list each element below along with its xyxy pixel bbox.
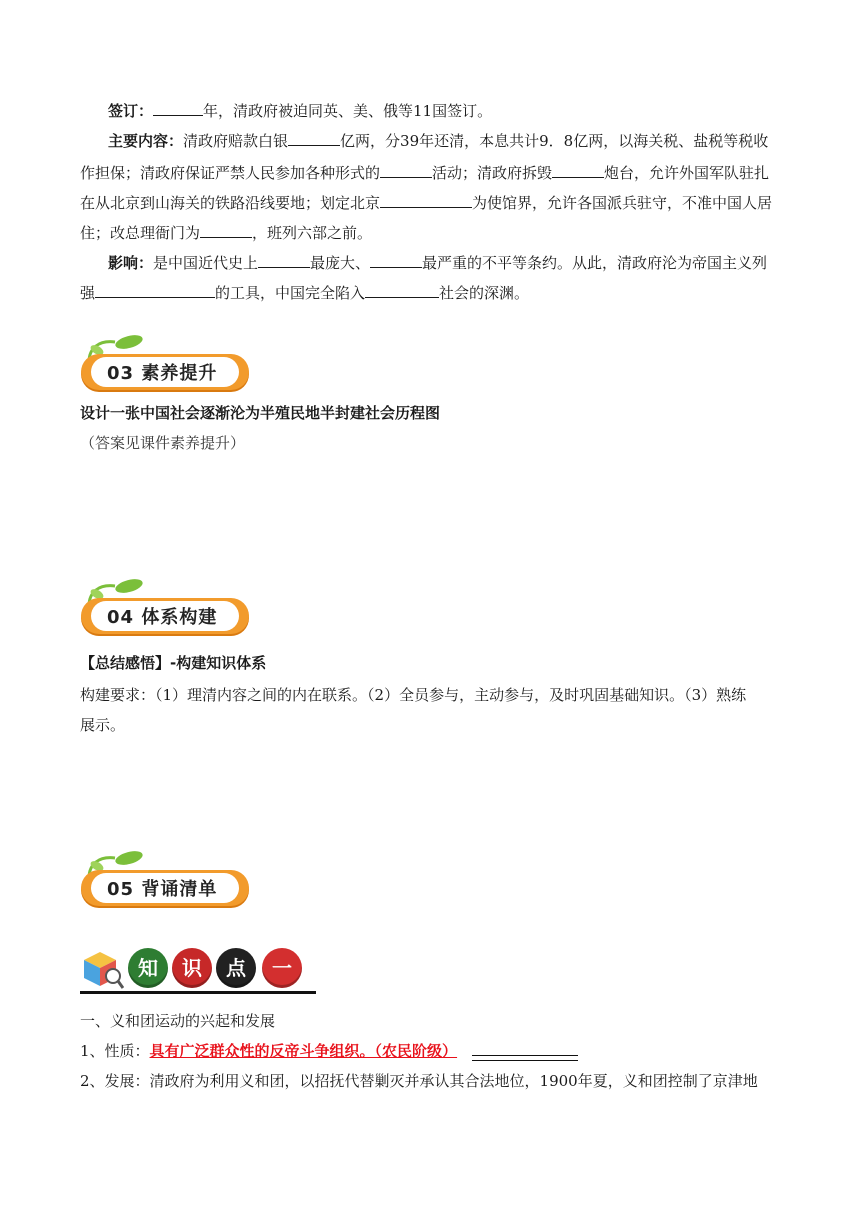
content-text: 活动；清政府拆毁 (432, 164, 553, 182)
section-banner-03 (75, 334, 255, 398)
s04-requirement-2: 展示。 (80, 716, 126, 734)
blank-tool[interactable] (95, 283, 215, 298)
content-label: 主要内容： (108, 132, 184, 150)
blank-silver[interactable] (288, 131, 340, 146)
blank-year[interactable] (153, 101, 203, 116)
impact-text: 最庞大、 (310, 254, 371, 272)
s04-title-rest: -构建知识体系 (170, 654, 267, 672)
content-text: 炮台，允许外国军队驻扎 (604, 164, 770, 182)
impact-text: 社会的深渊。 (439, 284, 530, 302)
badge-underline (80, 991, 316, 994)
blank-largest[interactable] (258, 253, 310, 268)
blank-legation[interactable] (380, 193, 472, 208)
section-banner-05 (75, 850, 255, 914)
section-title: 03 素养提升 (107, 363, 218, 384)
recite-development: 2、发展：清政府为利用义和团，以招抚代替剿灭并承认其合法地位，1900年夏，义和团控制了京津地 (80, 1072, 758, 1090)
blank-fort[interactable] (552, 163, 604, 178)
cube-magnifier-icon (80, 946, 124, 990)
section-title: 04 体系构建 (107, 607, 218, 628)
blank-activity[interactable] (380, 163, 432, 178)
nature-label: 1、性质： (80, 1042, 150, 1060)
impact-label: 影响： (108, 254, 154, 272)
content-line-2 (80, 162, 769, 184)
s03-task-title: 设计一张中国社会逐渐沦为半殖民地半封建社会历程图 (80, 404, 441, 422)
badge-char: 知 (128, 948, 168, 988)
content-text: 亿两，分39年还清，本息共计9．8亿两，以海关税、盐税等税收 (340, 132, 769, 150)
badge-char: 识 (172, 948, 212, 988)
content-text: 作担保；清政府保证严禁人民参加各种形式的 (80, 164, 381, 182)
content-text: ，班列六部之前。 (252, 224, 373, 242)
content-text: 在从北京到山海关的铁路沿线要地；划定北京 (80, 194, 381, 212)
s04-title (80, 652, 266, 674)
nature-answer: 具有广泛群众性的反帝斗争组织。（农民阶级） (149, 1042, 458, 1060)
sign-line (108, 100, 492, 122)
recite-nature (80, 1040, 457, 1062)
blank-society[interactable] (365, 283, 439, 298)
content-text: 住；改总理衙门为 (80, 224, 201, 242)
sign-text: 年，清政府被迫同英、美、俄等11国签订。 (203, 102, 493, 120)
impact-text: 最严重的不平等条约。从此，清政府沦为帝国主义列 (422, 254, 768, 272)
content-line-3 (80, 192, 772, 214)
s04-requirement-1: 构建要求：（1）理清内容之间的内在联系。（2）全员参与，主动参与，及时巩固基础知识。（3）熟练 (80, 686, 747, 704)
impact-text: 是中国近代史上 (153, 254, 259, 272)
s04-title-bracket: 【总结感悟】 (80, 654, 171, 672)
badge-char: 一 (262, 948, 302, 988)
section-title: 05 背诵清单 (107, 879, 218, 900)
blank-worst[interactable] (370, 253, 422, 268)
badge-char: 点 (216, 948, 256, 988)
content-line-1 (108, 130, 768, 152)
impact-line-2 (80, 282, 529, 304)
impact-text: 的工具，中国完全陷入 (215, 284, 366, 302)
section-banner-04 (75, 578, 255, 642)
recite-heading: 一、义和团运动的兴起和发展 (80, 1012, 276, 1030)
blank-foreign-office[interactable] (200, 223, 252, 238)
impact-line-1 (108, 252, 767, 274)
answer-double-underline (472, 1055, 578, 1061)
content-text: 清政府赔款白银 (183, 132, 289, 150)
sign-label: 签订： (108, 102, 154, 120)
content-text: 为使馆界，允许各国派兵驻守，不准中国人居 (472, 194, 773, 212)
impact-text: 强 (80, 284, 96, 302)
s03-note: （答案见课件素养提升） (80, 434, 246, 452)
content-line-4 (80, 222, 372, 244)
